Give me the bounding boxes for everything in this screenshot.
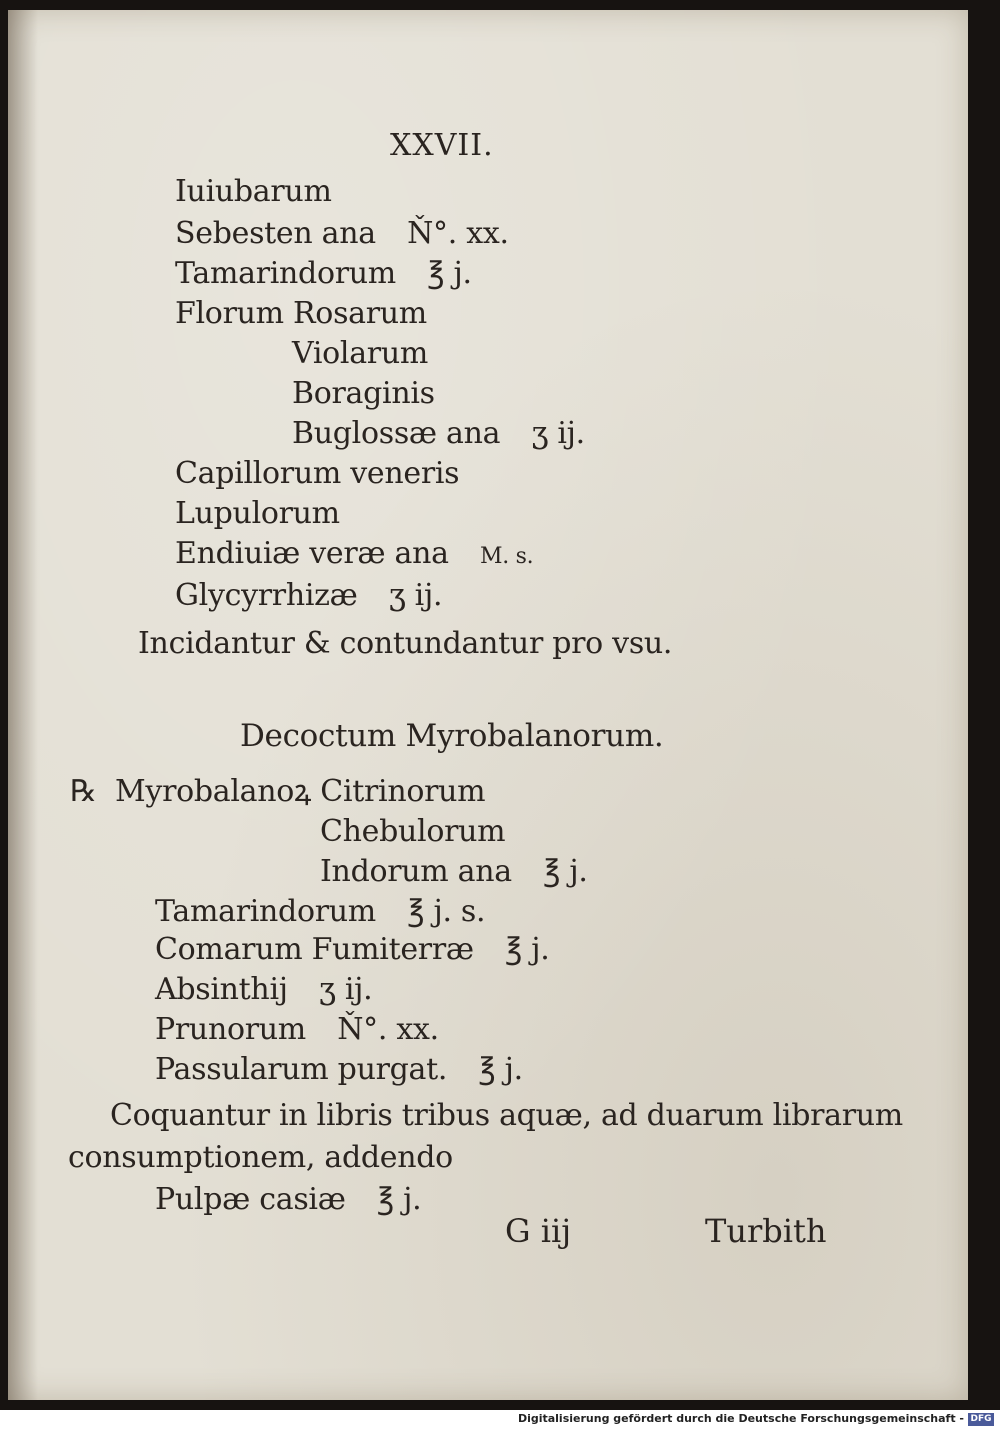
footer-credit: Digitalisierung gefördert durch die Deutsche Forschungsgemeinschaft - bbox=[517, 1412, 964, 1425]
ingredient-name: Chebulorum bbox=[320, 814, 506, 849]
ingredient-line-prunorum bbox=[155, 1010, 439, 1050]
ingredient-line-violarum bbox=[292, 334, 428, 374]
ingredient-name: Comarum Fumiterræ bbox=[155, 932, 474, 967]
ingredient-name: Indorum ana bbox=[320, 854, 512, 889]
ingredient-name: Endiuiæ veræ ana bbox=[175, 536, 449, 571]
ingredient-name: Absinthij bbox=[155, 972, 288, 1007]
ingredient-line-lupulorum bbox=[175, 494, 340, 534]
ingredient-name: Iuiubarum bbox=[175, 174, 332, 209]
ingredient-line-boraginis bbox=[292, 374, 435, 414]
instruction-coquantur: Coquantur in libris tribus aquæ, ad duarum librarum bbox=[110, 1098, 903, 1133]
ingredient-line-passularum bbox=[155, 1050, 523, 1090]
ingredient-line-iuiubarum bbox=[175, 172, 332, 212]
ingredient-name: Sebesten ana bbox=[175, 216, 376, 251]
ingredient-name: Lupulorum bbox=[175, 496, 340, 531]
instruction-consumptionem: consumptionem, addendo bbox=[68, 1140, 453, 1175]
footer-bar bbox=[0, 1410, 1000, 1430]
ingredient-line-chebulorum bbox=[320, 812, 505, 852]
ingredient-quantity: ℥ j. bbox=[478, 1052, 523, 1087]
ingredient-name: Boraginis bbox=[292, 376, 435, 411]
running-head: XXVII. bbox=[390, 128, 494, 163]
ingredient-quantity: Ň°. xx. bbox=[337, 1012, 439, 1047]
ingredient-line-buglossae bbox=[292, 414, 585, 454]
page-gutter-shadow bbox=[8, 10, 38, 1400]
ingredient-line-glycyrrhizae bbox=[175, 576, 442, 616]
ingredient-quantity: M. s. bbox=[480, 544, 534, 569]
ingredient-name: Florum Rosarum bbox=[175, 296, 427, 331]
ingredient-line-endiuiae bbox=[175, 534, 533, 577]
ingredient-name: Glycyrrhizæ bbox=[175, 578, 358, 613]
ingredient-quantity: ℥ j. bbox=[427, 256, 472, 291]
ingredient-line-indorum bbox=[320, 852, 588, 892]
catchword: Turbith bbox=[705, 1212, 827, 1250]
ingredient-line-capillorum bbox=[175, 454, 459, 494]
signature-mark: G iij bbox=[505, 1212, 572, 1250]
ingredient-quantity: ʒ ij. bbox=[531, 416, 585, 451]
ingredient-name: Tamarindorum bbox=[155, 894, 376, 929]
ingredient-quantity: Ň°. xx. bbox=[407, 216, 509, 251]
ingredient-line-tamarindorum bbox=[175, 254, 472, 294]
ingredient-name: Buglossæ ana bbox=[292, 416, 501, 451]
ingredient-quantity: ʒ ij. bbox=[319, 972, 373, 1007]
section-heading: Decoctum Myrobalanorum. bbox=[240, 718, 664, 754]
ingredient-line-florum-rosarum bbox=[175, 294, 427, 334]
ingredient-name: Tamarindorum bbox=[175, 256, 396, 291]
ingredient-line-pulpae bbox=[155, 1180, 421, 1220]
ingredient-quantity: ℥ j. s. bbox=[407, 894, 486, 929]
ingredient-line-comarum bbox=[155, 930, 550, 970]
recipe-mark: ℞ bbox=[70, 774, 97, 809]
ingredient-line-myrobalanorum bbox=[115, 772, 485, 812]
ingredient-name: Capillorum veneris bbox=[175, 456, 460, 491]
ingredient-name: Violarum bbox=[292, 336, 428, 371]
instruction-incidantur: Incidantur & contundantur pro vsu. bbox=[138, 626, 673, 661]
ingredient-line-sebesten bbox=[175, 214, 509, 254]
ingredient-quantity: ʒ ij. bbox=[388, 578, 443, 613]
ingredient-line-tamarindorum-2 bbox=[155, 892, 485, 932]
ingredient-name: Prunorum bbox=[155, 1012, 306, 1047]
ingredient-quantity: ℥ j. bbox=[505, 932, 550, 967]
ingredient-line-absinthij bbox=[155, 970, 372, 1010]
ingredient-quantity: ℥ j. bbox=[543, 854, 588, 889]
dfg-logo[interactable]: DFG bbox=[968, 1413, 994, 1426]
ingredient-quantity: ℥ j. bbox=[376, 1182, 422, 1217]
ingredient-name: Myrobalanoꝝ Citrinorum bbox=[115, 774, 486, 809]
ingredient-name: Pulpæ casiæ bbox=[155, 1182, 346, 1217]
ingredient-name: Passularum purgat. bbox=[155, 1052, 448, 1087]
